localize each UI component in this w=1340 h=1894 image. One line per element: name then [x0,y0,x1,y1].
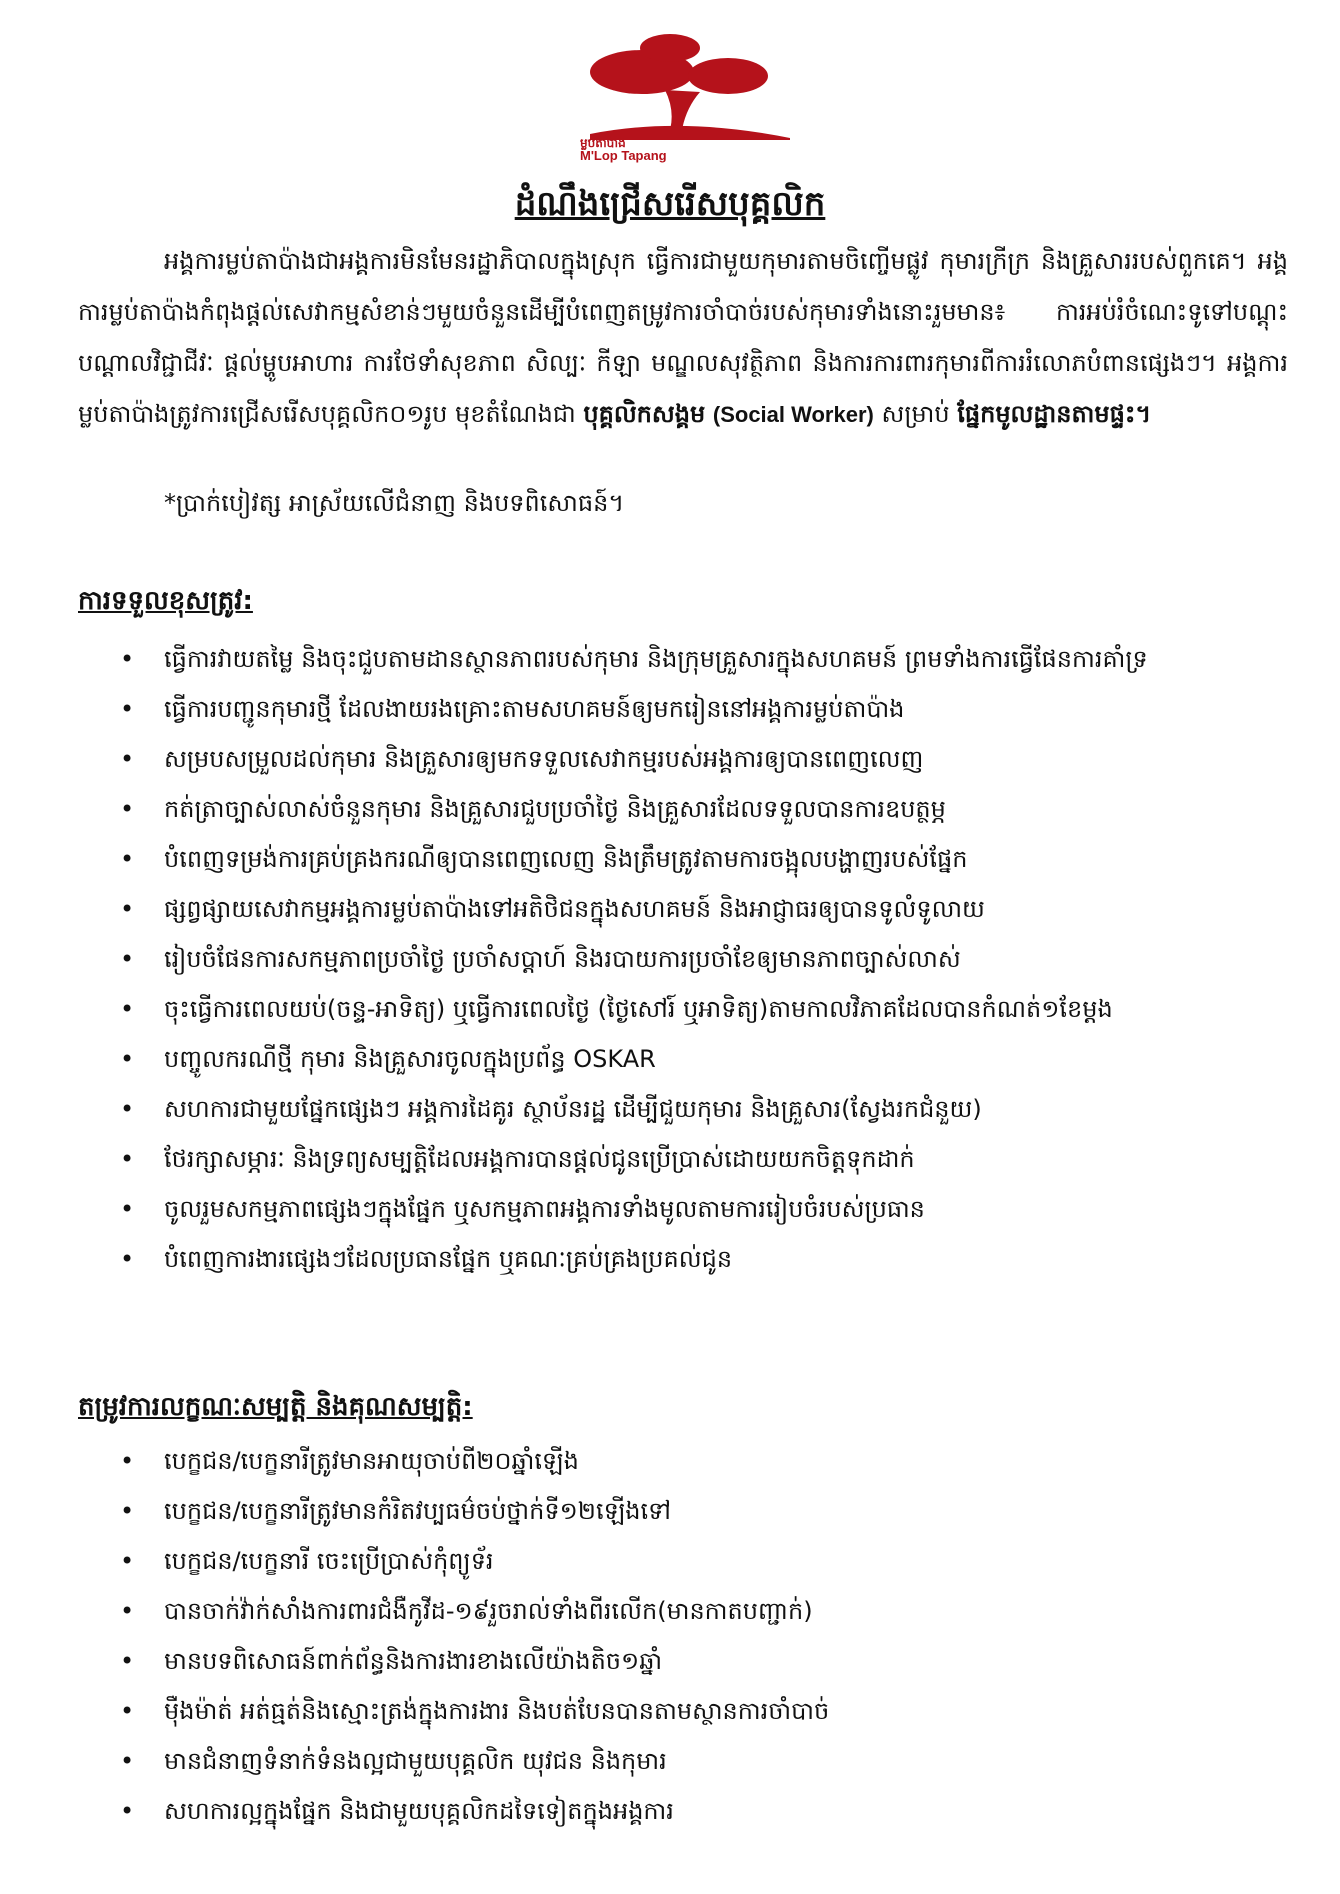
list-item: • បេក្ខជន/បេក្ខនារី ចេះប្រើប្រាស់កុំព្យូទ័រ [78,1536,1298,1586]
list-item: • ចុះធ្វើការពេលយប់(ចន្ទ-អាទិត្យ) ឬធ្វើការពេលថ្ងៃ (ថ្ងៃសៅរ៍ ឬអាទិត្យ)តាមកាលវិភាគដែលបានកំណត់១ខែម្តង [78,984,1298,1034]
list-item: • សហការល្អក្នុងផ្នែក និងជាមួយបុគ្គលិកដទៃទៀតក្នុងអង្គការ [78,1786,1298,1836]
tree-logo-icon [570,30,790,140]
list-item: • សម្របសម្រួលដល់កុមារ និងគ្រួសារឲ្យមកទទួលសេវាកម្មរបស់អង្គការឲ្យបានពេញលេញ [78,734,1298,784]
for-text: សម្រាប់ [881,400,950,428]
requirements-heading: តម្រូវការលក្ខណៈសម្បត្តិ និងគុណសម្បត្តិ: [78,1392,473,1422]
list-item: • ធ្វើការវាយតម្លៃ និងចុះជួបតាមដានស្ថានភាពរបស់កុមារ និងក្រុមគ្រួសារក្នុងសហគមន៍ ព្រមទាំងការធ្វើផែនការគាំទ្រ [78,634,1298,684]
page-title: ដំណឹងជ្រើសរើសបុគ្គលិក [514,184,826,224]
list-item: • សហការជាមួយផ្នែកផ្សេងៗ អង្គការដៃគូរ ស្ថាប័នរដ្ឋ ដើម្បីជួយកុមារ និងគ្រួសារ(ស្វែងរកជំនួយ) [78,1084,1298,1134]
list-item: • ផ្សព្វផ្សាយសេវាកម្មអង្គការម្លប់តាប៉ាងទៅអតិថិជនក្នុងសហគមន៍ និងអាជ្ញាធរឲ្យបានទូលំទូលាយ [78,884,1298,934]
list-item: • កត់ត្រាច្បាស់លាស់ចំនួនកុមារ និងគ្រួសារជួបប្រចាំថ្ងៃ និងគ្រួសារដែលទទួលបានការឧបត្ថម្ភ [78,784,1298,834]
list-item: • បំពេញការងារផ្សេងៗដែលប្រធានផ្នែក ឬគណៈគ្រប់គ្រងប្រគល់ជូន [78,1234,1298,1284]
list-item: • មានជំនាញទំនាក់ទំនងល្អជាមួយបុគ្គលិក យុវជន និងកុមារ [78,1736,1298,1786]
salary-note: *ប្រាក់បៀវត្ស អាស្រ័យលើជំនាញ និងបទពិសោធន៍។ [164,489,625,517]
requirements-list [78,1436,1298,1836]
responsibilities-list [78,634,1298,1284]
list-item: • ធ្វើការបញ្ជូនកុមារថ្មី ដែលងាយរងគ្រោះតាមសហគមន៍ឲ្យមករៀននៅអង្គការម្លប់តាប៉ាង [78,684,1298,734]
position-english: (Social Worker) [712,402,874,427]
list-item: • មានបទពិសោធន៍ពាក់ព័ន្ធនិងការងារខាងលើយ៉ាងតិច១ឆ្នាំ [78,1636,1298,1686]
list-item: • បេក្ខជន/បេក្ខនារីត្រូវមានកំរិតវប្បធម៌ចប់ថ្នាក់ទី១២ឡើងទៅ [78,1486,1298,1536]
department-name: ផ្នែកមូលដ្ឋានតាមផ្ទះ។ [957,400,1152,428]
intro-text: អង្គការម្លប់តាប៉ាងជាអង្គការមិនមែនរដ្ឋាភិបាលក្នុងស្រុក ធ្វើការជាមួយកុមារតាមចិញ្ចើមផ្លូវ កុមារក្រីក្រ និងគ្រួសាររបស់ពួកគេ។ អង្គការម្លប់តាប៉ាងកំពុងផ្តល់សេវាកម្មសំខាន់ៗមួយចំនួនដើម្បីបំពេញតម្រូវការចាំបាច់របស់កុមារទាំងនោះរួមមាន៖ ការអប់រំចំណេះទូទៅបណ្តុះបណ្តាលវិជ្ជាជីវៈ ផ្តល់ម្ហូបអាហារ ការថែទាំសុខភាព សិល្បៈ កីឡា មណ្ឌលសុវត្ថិភាព និងការការពារកុមារពីការរំលោភបំពានផ្សេងៗ។ អង្គការម្លប់តាប៉ាងត្រូវការជ្រើសរើសបុគ្គលិក០១រូប មុខតំណែងជា [78,247,1288,428]
list-item: • បំពេញទម្រង់ការគ្រប់គ្រងករណីឲ្យបានពេញលេញ និងត្រឹមត្រូវតាមការចង្អុលបង្ហាញរបស់ផ្នែក [78,834,1298,884]
logo-brand-text: M'Lop Tapang [580,148,667,163]
list-item: • បានចាក់វ៉ាក់សាំងការពារជំងឺកូវីដ-១៩រួចរាល់ទាំងពីរលើក(មានកាតបញ្ជាក់) [78,1586,1298,1636]
position-title: បុគ្គលិកសង្គម [583,400,706,428]
list-item: • រៀបចំផែនការសកម្មភាពប្រចាំថ្ងៃ ប្រចាំសប្តាហ៍ និងរបាយការប្រចាំខែឲ្យមានភាពច្បាស់លាស់ [78,934,1298,984]
intro-paragraph [78,236,1288,440]
list-item: • ថែរក្សាសម្ភារៈ និងទ្រព្យសម្បត្តិដែលអង្គការបានផ្តល់ជូនប្រើប្រាស់ដោយយកចិត្តទុកដាក់ [78,1134,1298,1184]
list-item: • ម៉ឺងម៉ាត់ អត់ធ្មត់និងស្មោះត្រង់ក្នុងការងារ និងបត់បែនបានតាមស្ថានការចាំបាច់ [78,1686,1298,1736]
organization-logo [570,30,790,165]
responsibilities-heading: ការទទួលខុសត្រូវ: [78,586,253,616]
logo-khmer-text: ម្លប់តាប៉ាង [580,136,626,150]
list-item: • បេក្ខជន/បេក្ខនារីត្រូវមានអាយុចាប់ពី២០ឆ្នាំឡើង [78,1436,1298,1486]
list-item: • ចូលរួមសកម្មភាពផ្សេងៗក្នុងផ្នែក ឬសកម្មភាពអង្គការទាំងមូលតាមការរៀបចំរបស់ប្រធាន [78,1184,1298,1234]
list-item: • បញ្ចូលករណីថ្មី កុមារ និងគ្រួសារចូលក្នុងប្រព័ន្ធ OSKAR [78,1034,1298,1084]
